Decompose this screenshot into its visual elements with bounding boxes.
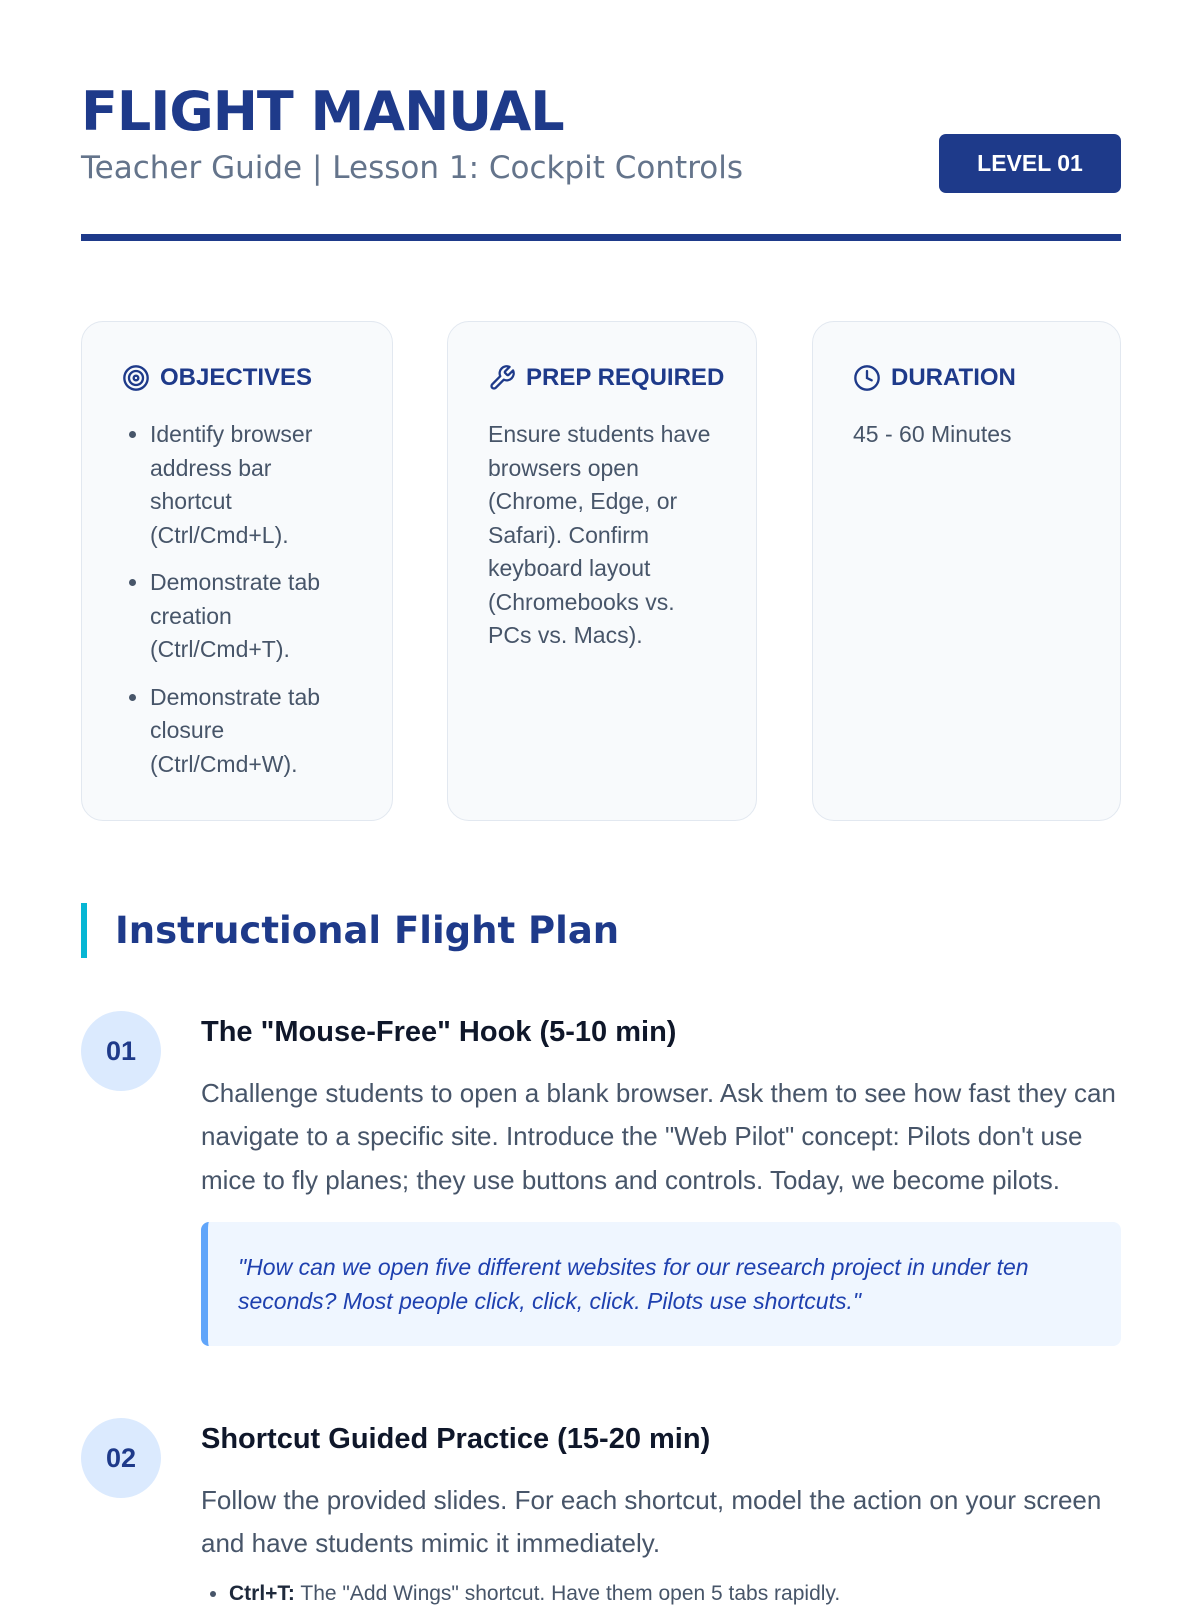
objectives-card [81,321,393,821]
objective-item: • Demonstrate tab creation (Ctrl/Cmd+T). [150,566,352,667]
header-divider [81,234,1121,241]
list-item [229,1578,1121,1610]
prep-text: Ensure students have browsers open (Chrome, Edge, or Safari). Confirm keyboard layout (Chromebooks vs. PCs vs. Macs). [488,421,711,648]
step-quote: "How can we open five different websites for our research project in under ten seconds? Most people click, click, click. Pilots use shortcuts." [201,1222,1121,1346]
prep-card-header [488,360,725,396]
target-icon [122,364,150,392]
section-title: Instructional Flight Plan [115,909,620,952]
clock-icon [853,364,881,392]
wrench-icon [488,364,516,392]
step-description: Challenge students to open a blank browser. Ask them to see how fast they can navigate to a specific site. Introduce the "Web Pilot" concept: Pilots don't use mice to fly planes; they use buttons and controls. Today, we become pilots. [201,1077,1116,1195]
step-number-badge: 01 [81,1011,161,1091]
shortcut-list [201,1578,1121,1610]
duration-card-header [853,360,1080,396]
duration-title: DURATION [891,364,1016,391]
step-title: Shortcut Guided Practice (15-20 min) [201,1423,711,1455]
objectives-card-header [122,360,352,396]
section-accent-bar [81,903,87,958]
shortcut-description: The "Add Wings" shortcut. Have them open 5 tabs rapidly. [300,1581,841,1605]
objectives-title: OBJECTIVES [160,364,313,391]
lesson-page [81,0,1121,1605]
objective-item: • Identify browser address bar shortcut (Ctrl/Cmd+L). [150,418,352,552]
step-2 [201,1422,1121,1610]
page-title: FLIGHT MANUAL [81,80,564,143]
objective-item: • Demonstrate tab closure (Ctrl/Cmd+W). [150,681,352,782]
level-badge: LEVEL 01 [939,134,1121,193]
shortcut-key: Ctrl+T: [229,1581,295,1605]
step-title: The "Mouse-Free" Hook (5-10 min) [201,1016,677,1048]
duration-card [812,321,1121,821]
objectives-list [122,418,352,781]
step-1 [201,1015,1121,1346]
step-number-badge: 02 [81,1418,161,1498]
step-description: Follow the provided slides. For each shortcut, model the action on your screen and have students mimic it immediately. [201,1484,1102,1559]
duration-text: 45 - 60 Minutes [853,421,1012,447]
page-subtitle: Teacher Guide | Lesson 1: Cockpit Controls [81,150,743,186]
section-heading [81,903,619,958]
prep-title: PREP REQUIRED [526,364,725,391]
prep-card [447,321,757,821]
